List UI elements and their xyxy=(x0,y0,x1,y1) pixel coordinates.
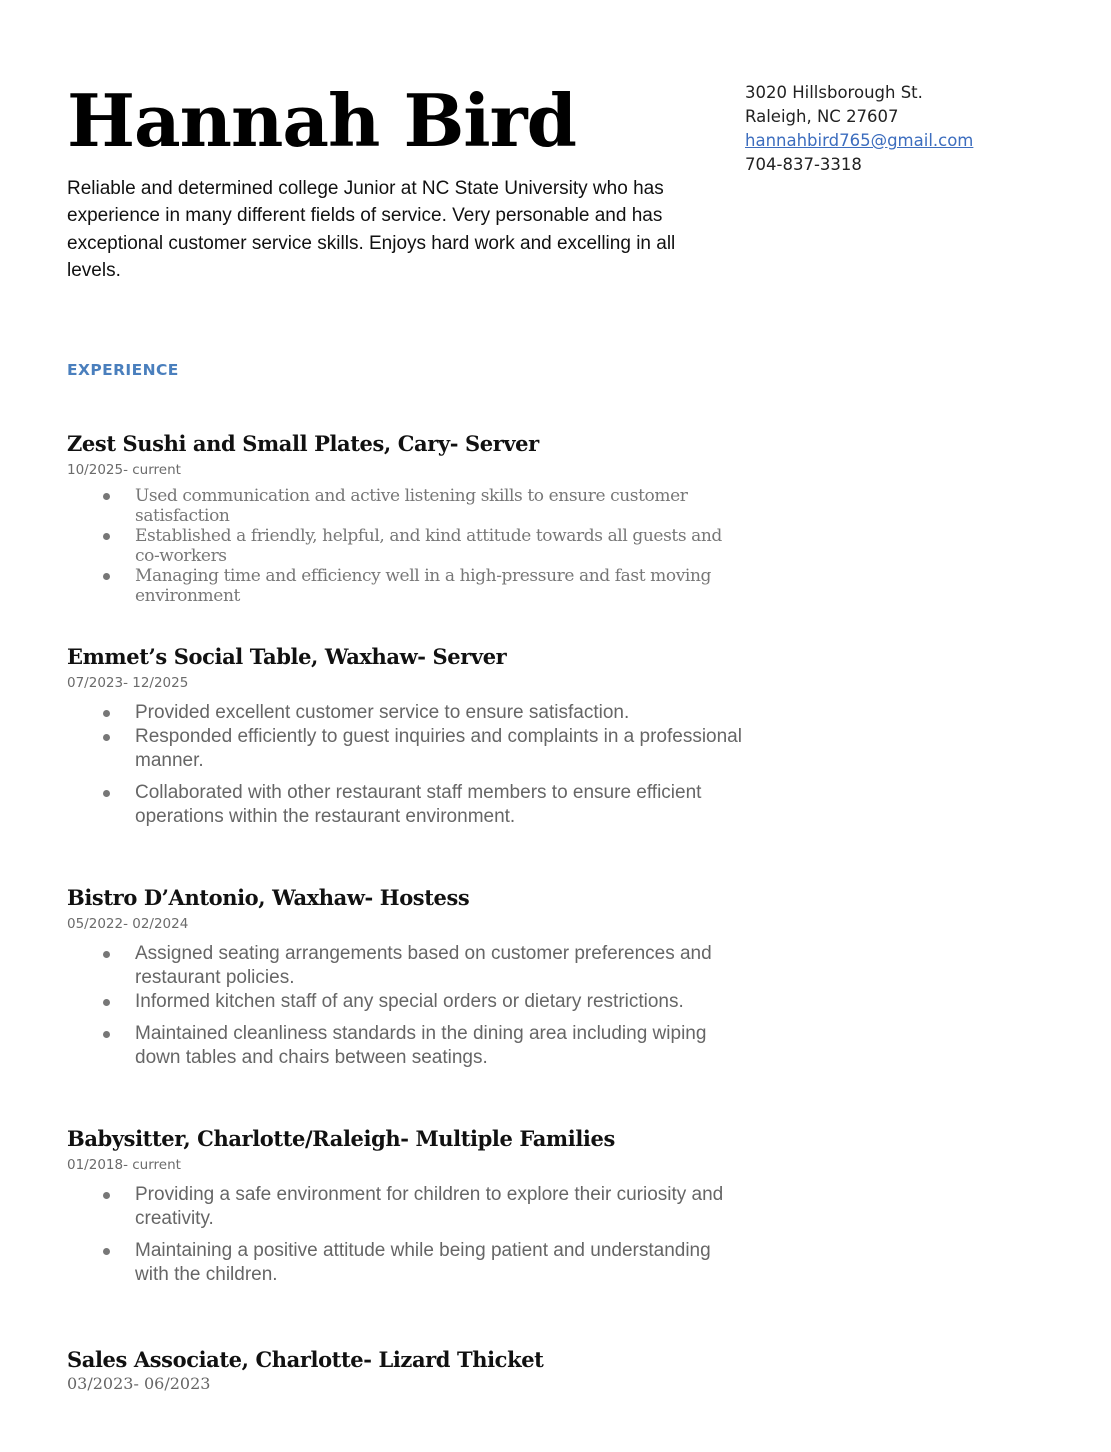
job-dates: 01/2018- current xyxy=(67,1157,181,1173)
job-bullet: Collaborated with other restaurant staff members to ensure efficient operations within the restaurant environment. xyxy=(67,781,747,829)
job-entry-babysitter xyxy=(67,1125,747,1287)
job-entry-zest-sushi xyxy=(67,430,747,606)
contact-phone: 704-837-3318 xyxy=(745,155,862,174)
job-bullet: Established a friendly, helpful, and kind attitude towards all guests and co-workers xyxy=(67,526,747,566)
job-bullet: Assigned seating arrangements based on customer preferences and restaurant policies. xyxy=(67,942,747,990)
job-entry-sales-associate xyxy=(67,1346,747,1394)
job-bullet-list xyxy=(67,1183,747,1287)
contact-block xyxy=(745,81,973,177)
candidate-name: Hannah Bird xyxy=(67,78,576,163)
job-title: Babysitter, Charlotte/Raleigh- Multiple Families xyxy=(67,1126,615,1151)
contact-email-link[interactable]: hannahbird765@gmail.com xyxy=(745,131,974,150)
job-dates: 10/2025- current xyxy=(67,462,181,478)
job-title: Zest Sushi and Small Plates, Cary- Server xyxy=(67,431,539,456)
job-entry-bistro-dantonio xyxy=(67,884,747,1070)
job-bullet: Responded efficiently to guest inquiries and complaints in a professional manner. xyxy=(67,725,747,773)
job-bullet: Maintained cleanliness standards in the dining area including wiping down tables and chairs between seatings. xyxy=(67,1022,747,1070)
contact-city: Raleigh, NC 27607 xyxy=(745,107,899,126)
job-dates: 05/2022- 02/2024 xyxy=(67,916,189,932)
job-bullet-list xyxy=(67,942,747,1070)
job-bullet: Maintaining a positive attitude while being patient and understanding with the children. xyxy=(67,1239,747,1287)
job-bullet: Used communication and active listening skills to ensure customer satisfaction xyxy=(67,486,747,526)
experience-heading: EXPERIENCE xyxy=(67,361,179,379)
job-title: Bistro D’Antonio, Waxhaw- Hostess xyxy=(67,885,470,910)
job-dates: 03/2023- 06/2023 xyxy=(67,1374,211,1393)
contact-street: 3020 Hillsborough St. xyxy=(745,83,923,102)
job-dates: 07/2023- 12/2025 xyxy=(67,675,189,691)
job-bullet: Provided excellent customer service to ensure satisfaction. xyxy=(67,701,747,725)
job-entry-emmets-social-table xyxy=(67,643,747,829)
job-bullet: Managing time and efficiency well in a high-pressure and fast moving environment xyxy=(67,566,747,606)
job-bullet-list xyxy=(67,486,747,606)
job-bullet-list xyxy=(67,701,747,829)
job-title: Emmet’s Social Table, Waxhaw- Server xyxy=(67,644,507,669)
job-bullet: Informed kitchen staff of any special orders or dietary restrictions. xyxy=(67,990,747,1014)
job-bullet: Providing a safe environment for children to explore their curiosity and creativity. xyxy=(67,1183,747,1231)
job-title: Sales Associate, Charlotte- Lizard Thicket xyxy=(67,1347,544,1372)
summary-paragraph: Reliable and determined college Junior at NC State University who has experience in many different fields of service. Very personable and has exceptional customer service skills. Enjoys hard work and excelling in all levels. xyxy=(67,178,676,281)
